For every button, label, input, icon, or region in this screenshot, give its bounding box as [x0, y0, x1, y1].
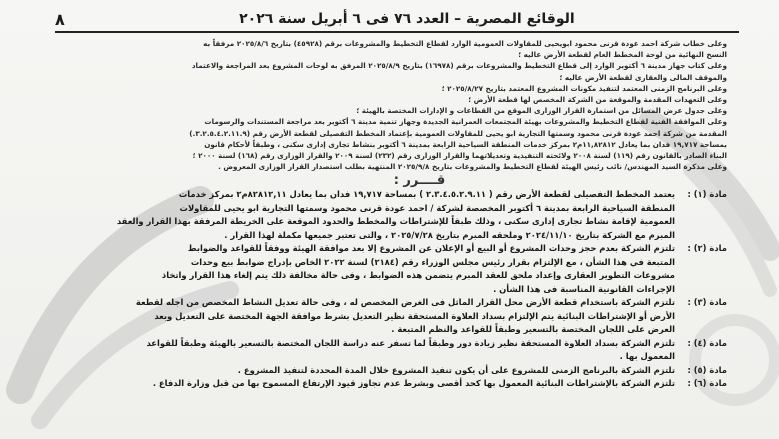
- preamble-line: وعلى جدول عرض المسائل من استمارة القرار الوزارى الموقع من القطاعات و الإدارات المختصة بالهيئة ؛: [356, 106, 727, 116]
- article-label: مادة (٦) :: [687, 378, 727, 388]
- article-text: [108, 364, 675, 378]
- article-3: [108, 296, 727, 337]
- article-4: [108, 337, 727, 364]
- article-5: [108, 364, 727, 378]
- preamble-line: البناء الصادر بالقانون رقم (١١٩) لسنة ٢٠٠٨ ولائحته التنفيذية وتعديلاتهما والقرار الوزارى رقم (٢٣٢) لسنة ٢٠٠٩ والقرار الوزارى رقم (١٦٨) لسنة ٢٠٠٠ ؛: [192, 151, 727, 161]
- gazette-title: الوقائع المصرية – العدد ٧٦ فى ٦ أبريل سنة ٢٠٢٦: [239, 11, 575, 27]
- article-line: الإجراءات القانونية المناسبة فى هذا الشأن .: [493, 283, 675, 294]
- preamble-line: وعلى التعهدات المقدمة والموقعة من الشركة المخصص لها قطعة الأرض ؛: [468, 95, 727, 105]
- article-line: تلتزم الشركة بالإشتراطات البنائية المعمول بها كحد أقصى وبشرط عدم تجاوز قيود الإرتفاع المسموح بها من قبل وزارة الدفاع .: [152, 378, 675, 388]
- preamble-line: وعلى كتاب جهاز مدينة ٦ أكتوبر الوارد إلى قطاع التخطيط والمشروعات برقم (١٦٩٧٨) بتاريخ ٢٠٢٥/٨/٩ المرفق به لوحات المشروع بعد المراجعة والاعتماد: [191, 61, 727, 71]
- article-6: [108, 377, 727, 391]
- preamble-line: والموقف المالى والعقارى لقطعة الأرض عاليه ؛: [559, 72, 727, 82]
- article-label: مادة (٢) :: [687, 243, 727, 253]
- article-label: مادة (٤) :: [687, 337, 727, 348]
- article-1: [108, 188, 727, 242]
- article-line: العمومية لإقامة نشاط تجارى إدارى سكنى ، وذلك طبقاً للإشتراطات والمخطط والحدود الموقعة على الخريطة المرفقة بهذا القرار والعقد: [116, 216, 675, 226]
- preamble-line: وعلى الموافقة الفنية لقطاع التخطيط والمشروعات بهيئة المجتمعات العمرانية الجديدة وجهاز تنمية مدينة ٦ أكتوبر بعد مراجعة المستندات والرسومات: [204, 117, 727, 127]
- article-line: العرض على اللجان المختصة بالتسعير وطبقاً للقواعد والنظم المتبعة .: [391, 324, 675, 334]
- article-line: يعتمد المخطط التفصيلى لقطعة الأرض رقم ( ٢.٣.٤.٥.٢.٩.١١ ) بمساحة ١٩,٧١٧ فدان بما يعادل ٨٢٨١٢,١١م٢ بمركز خدمات: [178, 189, 675, 199]
- article-text: [108, 188, 675, 242]
- article-line: المبرم مع الشركة بتاريخ ٢٠٢٤/١١/١٠ وملحقه المبرم بتاريخ ٢٠٢٥/٧/٢٨ ، والتى تعتبر جميعها مكملة لهذا القرار .: [224, 229, 675, 240]
- articles: [108, 188, 727, 391]
- article-line: المتبعة في هذا الشأن ، مع الإلتزام بقرار رئيس مجلس الوزراء رقم (٢١٨٤) لسنة ٢٠٢٢ الخاص بإدراج ضوابط بيع وحدات: [190, 256, 675, 267]
- article-text: [108, 337, 675, 364]
- page-number: ٨: [55, 9, 65, 29]
- article-line: الأرض أو الإشتراطات البنائية يتم الإلتزام بسداد العلاوة المستحقة نظير التعديل بشرط موافقة الجهة المختصة على التعديل وبعد: [154, 310, 675, 321]
- decree-heading: قــــرر :: [393, 173, 446, 189]
- article-line: تلتزم الشركة بسداد العلاوة المستحقة نظير زيادة دور وطبقاً لما تسفر عنه دراسة اللجان المختصة بالتسعير بالهيئة وطبقاً للقواعد: [146, 337, 675, 348]
- article-line: تلتزم الشركة بالبرنامج الزمنى للمشروع على أن يكون تنفيذ المشروع خلال المدة المحددة لتنفيذ المشروع .: [237, 364, 675, 375]
- preamble-line: النسخ النهائية من لوحة المخطط العام لقطعة الأرض عاليه ؛: [518, 50, 727, 60]
- article-line: المعمول بها .: [619, 351, 675, 361]
- preamble-line: بمساحة ١٩,٧١٧ فدان بما يعادل ١١,٨٢٨١٢م٢ بمركز خدمات المنطقة السياحية الرابعة بمدينة ٦ أكتوبر بنشاط تجارى إدارى سكنى ، وطبقاً لأحكام قانون: [204, 139, 727, 149]
- article-line: المنطقة السياحية الرابعة بمدينة ٦ أكتوبر المخصصة لشركة / احمد عودة قرنى محمود وسمتها التجارية ابو يحيى للمقاولات: [179, 202, 675, 213]
- header-divider: [55, 31, 739, 33]
- preamble-list: [112, 38, 727, 172]
- article-label: مادة (٥) :: [687, 364, 727, 375]
- page-header: [55, 8, 739, 30]
- article-text: [108, 242, 675, 296]
- article-label: مادة (٣) :: [687, 297, 727, 307]
- preamble: [112, 38, 727, 189]
- article-line: تلتزم الشركة باستخدام قطعة الأرض محل القرار الماثل فى الغرض المخصص له ، وفى حالة تعديل النشاط المخصص من اجله لقطعة: [135, 297, 675, 307]
- article-text: [108, 296, 675, 337]
- preamble-line: المقدمة من شركة احمد عودة قرنى محمود وسمتها التجارية ابو يحيى للمقاولات العمومية بإعتماد المخطط التفصيلى لقطعة الأرض رقم (٣.٢.٥.٤.٢.١١.٩.): [189, 128, 727, 138]
- preamble-line: وعلى مذكرة السيد المهندس/ نائب رئيس الهيئة لقطاع التخطيط والمشروعات بتاريخ ٢٠٢٥/٩/٨ المنتهية بطلب استصدار القرار الوزارى المعروض .: [218, 162, 727, 172]
- article-2: [108, 242, 727, 296]
- article-line: تلتزم الشركة بعدم حجز وحدات المشروع أو البيع أو الإعلان عن المشروع إلا بعد موافقة الهيئة ووفقاً للقواعد والضوابط: [187, 243, 675, 253]
- article-label: مادة (١) :: [687, 189, 727, 199]
- preamble-line: وعلى خطاب شركة احمد عودة قرنى محمود ابويحيى للمقاولات العمومية الوارد لقطاع التخطيط والمشروعات برقم (٤٥٩٢٨) بتاريخ ٢٠٢٥/٨/٦ مرفقاً به: [203, 39, 727, 48]
- article-text: [108, 377, 675, 391]
- preamble-line: وعلى البرنامج الزمنى المعتمد لتنفيذ مكونات المشروع المعتمد بتاريخ ٢٠٢٥/٨/٢٧ ؛: [441, 83, 727, 93]
- article-line: مشروعات التطوير العقارى وإعداد ملحق للعقد المبرم يتضمن هذه الضوابط ، وفى حالة مخالفة ذلك يتم إلغاء هذا القرار واتخاذ: [161, 270, 675, 280]
